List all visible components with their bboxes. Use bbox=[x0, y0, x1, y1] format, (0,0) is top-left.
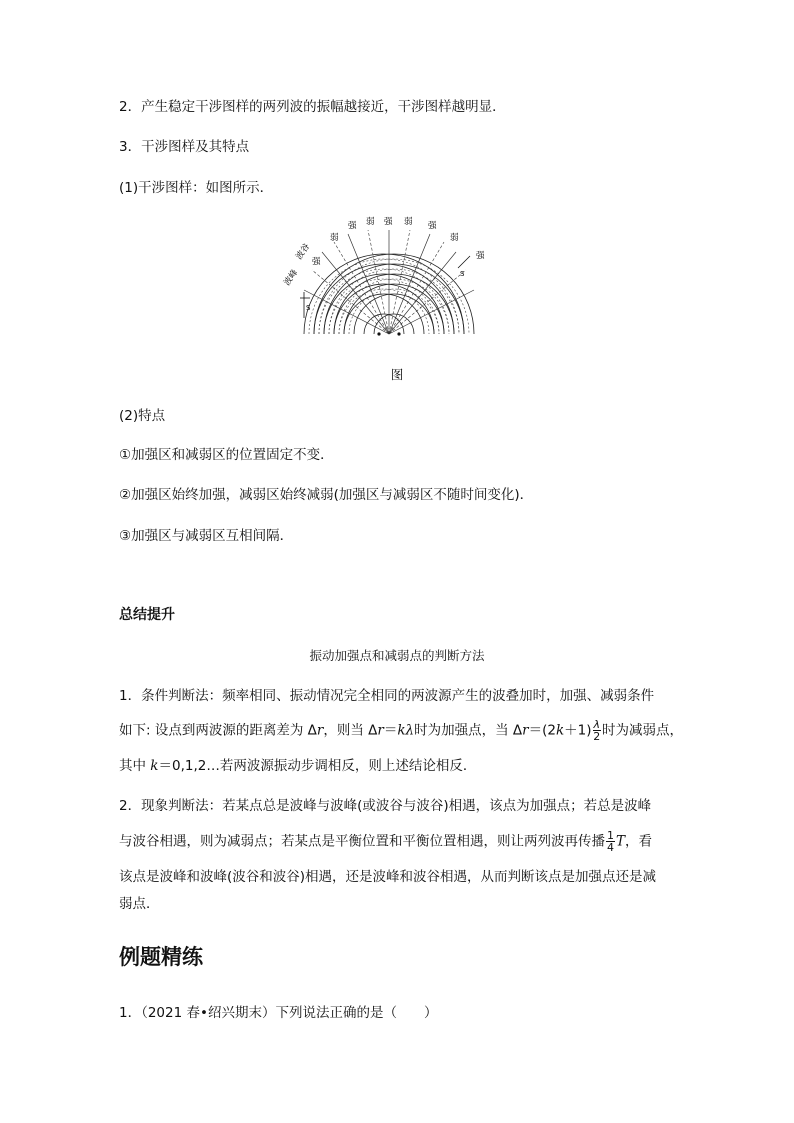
label-peak: 波峰 bbox=[282, 268, 301, 288]
method-2-line-1: 2．现象判断法：若某点总是波峰与波峰(或波谷与波谷)相遇，该点为加强点；若总是波峰 bbox=[119, 798, 652, 814]
label-strong: 强 bbox=[312, 257, 321, 267]
method-1-line-1: 1．条件判断法：频率相同、振动情况完全相同的两波源产生的波叠加时，加强、减弱条件 bbox=[119, 688, 655, 704]
fraction-lambda-over-2: $\frac{\lambda}{2}$ bbox=[593, 718, 601, 743]
label-strong: 强 bbox=[348, 221, 357, 231]
figure-caption: 图 bbox=[390, 367, 404, 382]
feature-2: ②加强区始终加强，减弱区始终减弱(加强区与减弱区不随时间变化)． bbox=[119, 487, 534, 503]
label-strong: 强 bbox=[384, 217, 393, 227]
text-line-3: 3．干涉图样及其特点 bbox=[119, 139, 250, 155]
label-s1: S bbox=[306, 304, 311, 312]
figure-intro: (1)干涉图样：如图所示． bbox=[119, 180, 274, 196]
feature-1: ①加强区和减弱区的位置固定不变． bbox=[119, 447, 334, 463]
fraction-one-quarter: $\frac{1}{4}$ bbox=[607, 829, 614, 854]
feature-3: ③加强区与减弱区互相间隔． bbox=[119, 528, 294, 544]
label-s2: S bbox=[460, 270, 465, 278]
label-weak: 弱 bbox=[450, 233, 459, 243]
method-2-line-3: 该点是波峰和波峰(波谷和波谷)相遇，还是波峰和波谷相遇，从而判断该点是加强点还是减 bbox=[119, 869, 657, 885]
label-weak: 弱 bbox=[330, 233, 339, 243]
features-title: (2)特点 bbox=[119, 408, 166, 424]
method-2-line-2: 与波谷相遇，则为减弱点；若某点是平衡位置和平衡位置相遇，则让两列波再传播 $\frac{1}{4}$ T，看 bbox=[119, 829, 653, 854]
text-line-2: 2．产生稳定干涉图样的两列波的振幅越接近，干涉图样越明显． bbox=[119, 99, 506, 115]
summary-title: 振动加强点和减弱点的判断方法 bbox=[309, 648, 485, 663]
method-1-line-3: 其中 k＝0,1,2…若两波源振动步调相反，则上述结论相反． bbox=[119, 758, 477, 774]
method-1-line-2: 如下: 设点到两波源的距离差为 Δr，则当 Δr＝kλ时为加强点，当 Δr＝(2k＋1) $\frac{\lambda}{2}$ 时为减弱点， bbox=[119, 718, 684, 743]
summary-heading: 总结提升 bbox=[119, 607, 175, 623]
label-weak: 弱 bbox=[404, 217, 413, 227]
examples-heading: 例题精练 bbox=[119, 945, 203, 969]
method-2-line-4: 弱点． bbox=[119, 896, 160, 912]
label-weak: 弱 bbox=[366, 217, 375, 227]
label-strong: 强 bbox=[428, 221, 437, 231]
label-trough: 波谷 bbox=[294, 242, 313, 262]
label-strong: 强 bbox=[476, 251, 485, 261]
question-1: 1．（2021 春•绍兴期末）下列说法正确的是（ ） bbox=[119, 1005, 438, 1021]
interference-figure bbox=[282, 212, 496, 336]
